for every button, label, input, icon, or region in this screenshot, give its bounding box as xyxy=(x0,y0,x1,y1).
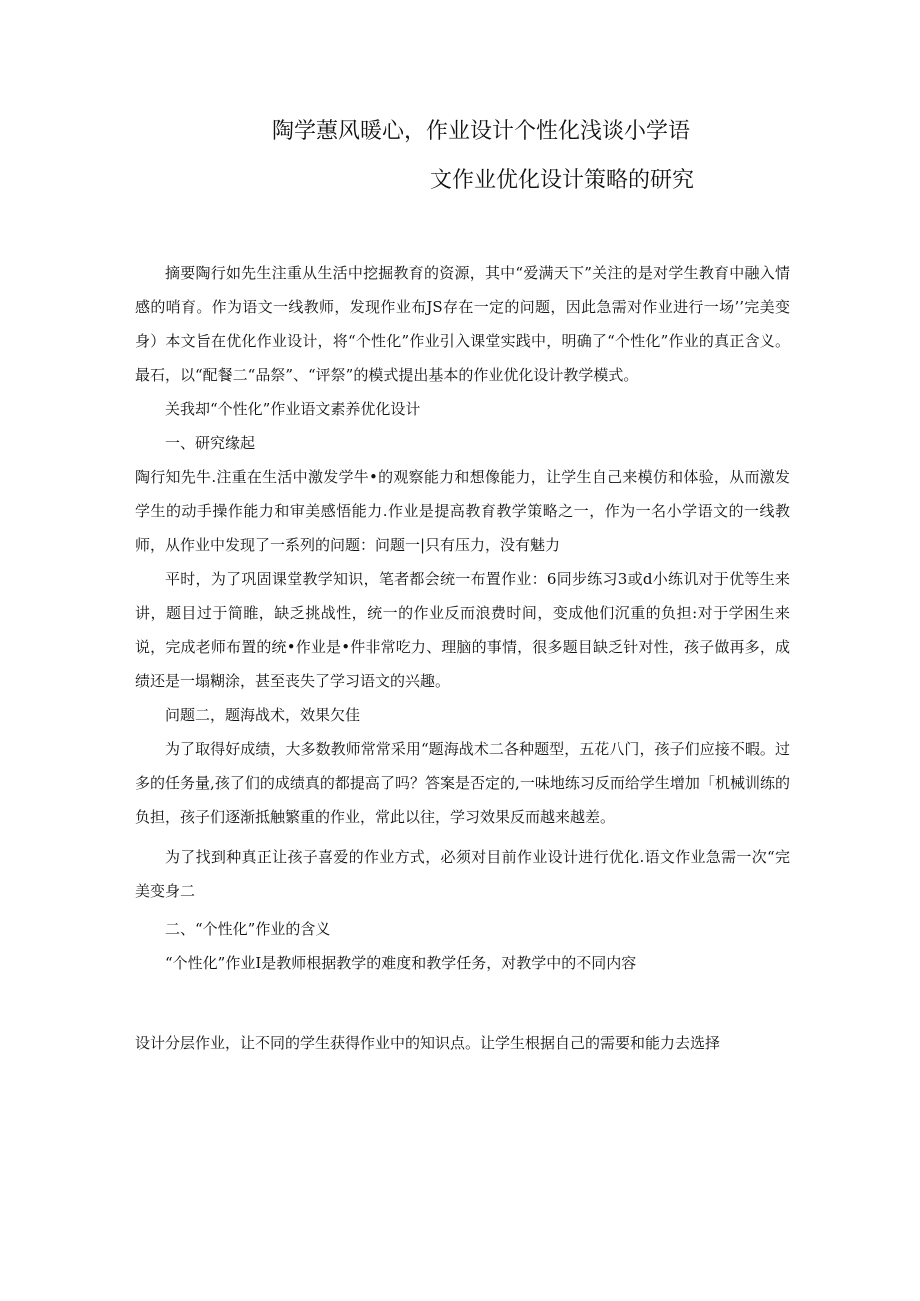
body-paragraph: 为了找到种真正让孩子喜爱的作业方式，必须对目前作业设计进行优化.语文作业急需一次“完美变身二 xyxy=(135,848,790,900)
document-body xyxy=(135,256,790,1060)
body-paragraph: 设计分层作业，让不同的学生获得作业中的知识点。让学生根据自己的需要和能力去选择 xyxy=(135,1034,721,1052)
section-heading-1: 一、研究缘起 xyxy=(165,434,256,452)
section-heading-2: 二、“个性化”作业的含义 xyxy=(165,920,331,938)
body-paragraph: 为了取得好成绩，大多数教师常常采用“题海战术二各种题型，五花八门，孩子们应接不暇。过多的任务量,孩了们的成绩真的都提高了吗？答案是否定的,一味地练习反而给学生增加「机械训练的负担，孩子们逐渐抵触繁重的作业，常此以往，学习效果反而越来越差。 xyxy=(135,740,790,826)
abstract-paragraph: 摘要陶行如先生注重从生活中挖掘教育的资源，其中“爱满天下”关注的是对学生教育中融入情感的哨育。作为语文一线教师，发现作业布JS存在一定的问题，因此急需对作业进行一场’’完美变身）本文旨在优化作业设计，将“个性化”作业引入课堂实践中，明确了“个性化”作业的真正含义。最石，以“配餐二“品祭”、“评祭”的模式提出基本的作业优化设计教学模式。 xyxy=(135,264,790,384)
subsection-heading-2: 问题二，题海战术，效果欠佳 xyxy=(165,706,361,724)
document-title-line-1: 陶学蕙风暖心，作业设计个性化浅谈小学语 xyxy=(272,119,691,144)
document-title-line-2: 文作业优化设计策略的研究 xyxy=(430,168,695,193)
keywords-line: 关我却“个性化”作业语文素养优化设计 xyxy=(165,400,421,418)
body-paragraph: “个性化”作业I是教师根据教学的难度和教学任务，对教学中的不同内容 xyxy=(165,954,637,972)
body-paragraph: 陶行知先牛.注重在生活中激发学牛•的观察能力和想像能力，让学生自己来模仿和体验，从而激发学生的动手操作能力和审美感悟能力.作业是提高教育教学策略之一，作为一名小学语文的一线教师，从作业中发现了一系列的问题：问题一|只有压力，没有魅力 xyxy=(135,468,790,554)
paragraph-gap xyxy=(135,980,790,1026)
body-paragraph: 平时，为了巩固课堂教学知识，笔者都会统一布置作业：6同步练习3或d小练讥对于优等生来讲，题目过于简睢，缺乏挑战性，统一的作业反而浪费时间，变成他们沉重的负担:对于学困生来说，完成老师布置的统•作业是•件非常吃力、理脑的事情，很多题目缺乏针对性，孩子做再多，成绩还是一塌糊涂，甚至丧失了学习语文的兴趣。 xyxy=(135,570,790,690)
